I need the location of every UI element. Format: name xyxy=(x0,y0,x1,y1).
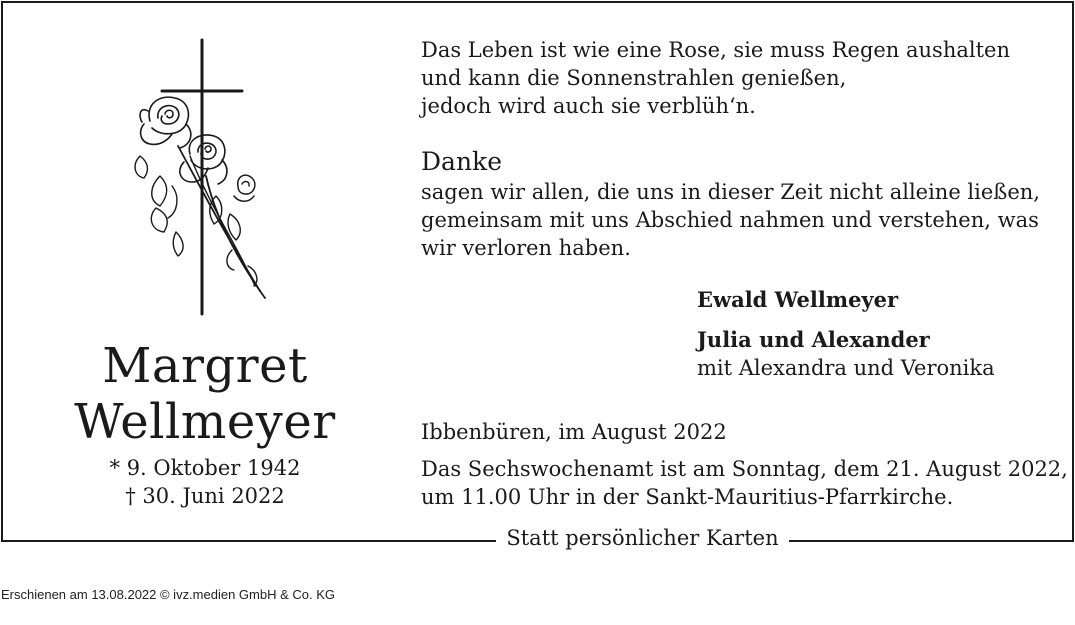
service-info xyxy=(421,455,1068,511)
service-line: Das Sechswochenamt ist am Sonntag, dem 21. August 2022, xyxy=(421,457,1068,481)
signer-name: Julia und Alexander xyxy=(697,327,930,352)
thanks-line: sagen wir allen, die uns in dieser Zeit nicht alleine ließen, xyxy=(421,180,1040,204)
life-dates xyxy=(60,454,350,510)
place-date: Ibbenbüren, im August 2022 xyxy=(421,420,727,444)
poem-line: und kann die Sonnenstrahlen genießen, xyxy=(421,66,847,90)
deceased-first-name: Margret xyxy=(102,338,308,394)
poem-line: jedoch wird auch sie verblüh‘n. xyxy=(421,94,756,118)
signer-spacer xyxy=(697,314,1067,326)
thanks-line: wir verloren haben. xyxy=(421,236,631,260)
cross-with-roses-icon xyxy=(120,36,290,318)
signer-note: mit Alexandra und Veronika xyxy=(697,356,995,380)
signers xyxy=(697,286,1067,382)
deceased-name xyxy=(40,338,370,450)
bottom-rule-right xyxy=(789,540,1073,542)
bottom-rule-left xyxy=(1,540,496,542)
thanks-text xyxy=(421,178,1061,262)
publication-credit: Erschienen am 13.08.2022 © ivz.medien GmbH & Co. KG xyxy=(1,587,336,602)
footer-phrase: Statt persönlicher Karten xyxy=(496,524,789,552)
death-date: † 30. Juni 2022 xyxy=(125,484,285,508)
birth-date: * 9. Oktober 1942 xyxy=(109,456,301,480)
thanks-title: Danke xyxy=(421,147,502,176)
poem-line: Das Leben ist wie eine Rose, sie muss Regen aushalten xyxy=(421,38,1010,62)
deceased-last-name: Wellmeyer xyxy=(74,394,336,450)
service-line: um 11.00 Uhr in der Sankt-Mauritius-Pfarrkirche. xyxy=(421,485,954,509)
thanks-line: gemeinsam mit uns Abschied nahmen und verstehen, was xyxy=(421,208,1039,232)
signer-name: Ewald Wellmeyer xyxy=(697,287,899,312)
poem xyxy=(421,36,1061,120)
